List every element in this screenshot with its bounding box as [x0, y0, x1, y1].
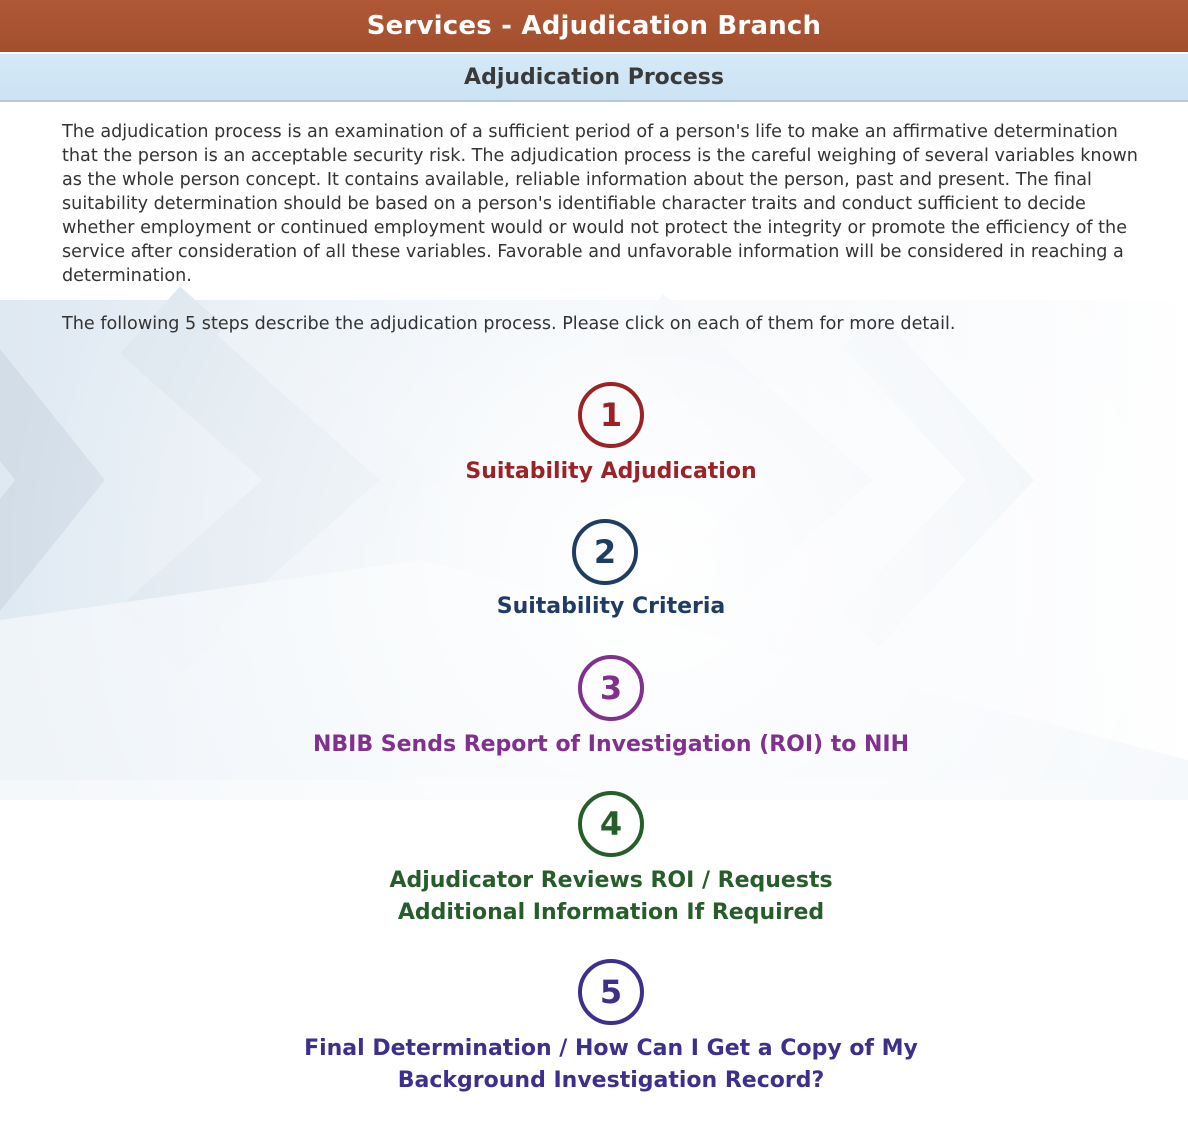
step-3[interactable]: [0, 655, 1188, 761]
step-number-badge[interactable]: 1: [578, 382, 644, 448]
step-5-link[interactable]: Final Determination / How Can I Get a Copy of My Background Investigation Record?: [304, 1036, 918, 1093]
step-5[interactable]: [0, 959, 1188, 1097]
instructions-paragraph: The following 5 steps describe the adjudication process. Please click on each of them for more detail.: [62, 314, 956, 334]
step-2-link[interactable]: Suitability Criteria: [496, 594, 726, 619]
intro-text: [62, 120, 1152, 336]
step-number-badge[interactable]: 5: [578, 959, 644, 1025]
step-3-link[interactable]: NBIB Sends Report of Investigation (ROI) to NIH: [312, 732, 910, 757]
step-2[interactable]: [0, 519, 1188, 623]
step-1[interactable]: [0, 382, 1188, 488]
step-number-badge[interactable]: 2: [572, 519, 638, 585]
step-number-badge[interactable]: 4: [578, 791, 644, 857]
step-number-badge[interactable]: 3: [578, 655, 644, 721]
step-4[interactable]: [0, 791, 1188, 929]
page-title: Services - Adjudication Branch: [0, 0, 1188, 52]
section-subtitle: Adjudication Process: [0, 54, 1188, 102]
intro-paragraph: The adjudication process is an examination of a sufficient period of a person's life to make an affirmative determination that the person is an acceptable security risk. The adjudication process is the careful weighing of several variables known as the whole person concept. It contains available, reliable information about the person, past and present. The final suitability determination should be based on a person's identifiable character traits and conduct sufficient to decide whether employment or continued employment would or would not protect the integrity or promote the efficiency of the service after consideration of all these variables. Favorable and unfavorable information will be considered in reaching a determination.: [62, 122, 1138, 286]
step-4-link[interactable]: Adjudicator Reviews ROI / Requests Additional Information If Required: [389, 868, 833, 925]
step-1-link[interactable]: Suitability Adjudication: [465, 459, 757, 484]
